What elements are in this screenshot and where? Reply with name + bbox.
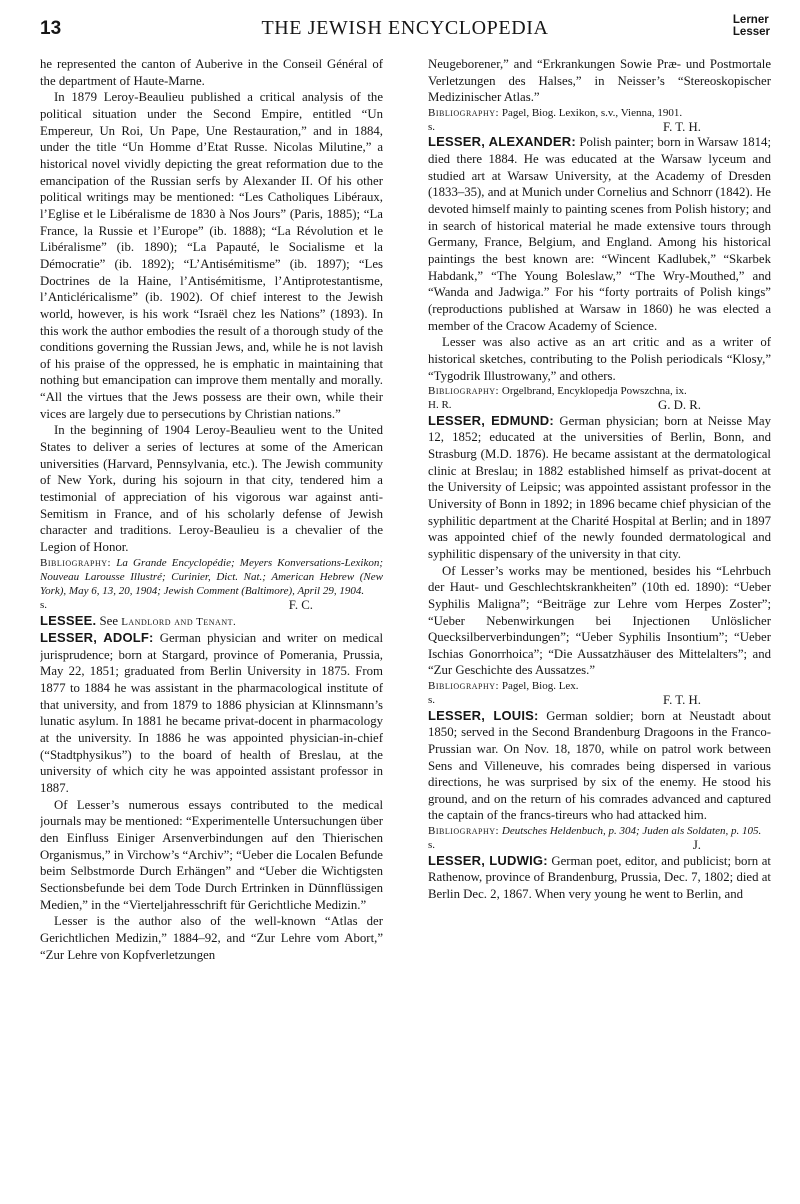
article-paragraph: Of Lesser’s numerous essays contributed to the medical journals may be mentioned: “Experimentelle Untersuchungen über den Einfluss Einiger Arsenverbindungen auf den Thierischen Organismus,” in Virchow’s “Archiv”; “Ueber die Localen Befunde beim Selbstmorde Durch Erhängen” and “Ueber die Wichtigsten Sectionsbefunde bei dem Tode Durch Ertrinken in Dünnflüssigen Medien,” in the “Vierteljahresschrift für Gerichtliche Medizin.” xyxy=(40,797,383,912)
bibliography-text: Pagel, Biog. Lex. xyxy=(501,680,579,693)
entry-text: Polish painter; born in Warsaw 1814; died there 1884. He was educated at the Warsaw lyceum and studied art at Warsaw University, at the Academy of Dresden (1833–35), and at Munich under Cornelius and Schnorr (1842). He devoted himself mainly to painting scenes from Polish history; and in search of historical material he made extensive tours through Germany, France, Belgium, and England. Among his historical paintings the best known are: “Wincent Kadlubek,” “Skarbek Habdank,” “The Young Boleslaw,” “The Wry-Mouthed,” and “Wanda and Jadwiga.” For his “forty portraits of Polish kings” (reproductions published at Warsaw in 1860) he was elected a member of the Cracow Academy of Science. xyxy=(428,135,771,333)
signature xyxy=(428,120,771,134)
bibliography-label: Bibliography: xyxy=(428,680,500,693)
page-header xyxy=(40,14,770,44)
bibliography-text: Pagel, Biog. Lexikon, s.v., Vienna, 1901. xyxy=(501,106,683,119)
entry-text: German poet, editor, and publicist; born at Rathenow, province of Brandenburg, Prussia, Dec. 7, 1802; died at Berlin Dec. 2, 1867. When very young he went to Berlin, and xyxy=(428,853,771,901)
entry-text: German physician; born at Neisse May 12, 1852; educated at the universities of Berlin, Bonn, and Strasburg (M.D. 1876). He became assistant at the dermatological clinic at Breslau; in 1882 established himself as privat-docent at the University of Leipsic; was appointed assistant professor in the University of Bonn in 1892; in 1896 became chief physician of the syphilitic department at the Charité Hospital at Berlin; and in 1897 was appointed chief of the newly founded dermatological and syphilitic dispensary of the university in that city. xyxy=(428,413,771,561)
signature xyxy=(428,693,771,707)
catchwords xyxy=(733,14,770,38)
signature-right: G. D. R. xyxy=(657,398,701,413)
entry-lessee xyxy=(40,613,383,631)
catchword-bottom: Lesser xyxy=(732,26,770,38)
right-column xyxy=(428,56,771,1196)
article-paragraph: Neugeborener,” and “Erkrankungen Sowie Præ- und Postmortale Verletzungen des Halses,” in Neisser’s “Stereoskopischer Medizinischer Atlas.” xyxy=(428,57,771,105)
headword: LESSER, ADOLF: xyxy=(40,630,154,646)
article-paragraph: Of Lesser’s works may be mentioned, besides his “Lehrbuch der Haut- und Geschlechtskrankheiten” (10th ed. 1890): “Ueber Syphilis Maligna”; “Beiträge zur Lehre vom Herpes Zoster”; “Ueber Nebenwirkungen bei Injectionen Unlöslicher Quecksilberverbindungen”; “Ueber Syphilis Insontium”; “Ueber Ischias Gonorrhoica”; “Die Aussatzhäuser des Mittelalters”; and “Zur Geschichte des Aussatzes.” xyxy=(428,563,771,678)
article-paragraph: In 1879 Leroy-Beaulieu published a critical analysis of the political situation under the Second Empire, entitled “Un Empereur, Un Roi, Un Pape, Une Restauration,” and in 1884, under the title “Un Homme d’Etat Russe. Nicolas Milutine,” a historical novel vividly depicting the great reformation due to the emancipation of the Russian serfs by Alexander II. Of his other political writings may be mentioned: “Les Catholiques Libéraux, l’Eglise et le Libéralisme de 1830 à Nos Jours” (Paris, 1885); “La France, la Russie et l’Europe” (ib. 1888); “La Révolution et le Libéralisme” (ib. 1890); “La Papauté, le Socialisme et la Démocratie” (ib. 1892); “L’Antisémitisme” (ib. 1897); “Les Doctrines de la Haine, l’Antisémitisme, l’Antiprotestantisme, l’Anticléricalisme” (ib. 1902). Of chief interest to the Jewish world, however, is his work “Israël chez les Nations” (1893). In this work the author embodies the result of a thorough study of the conditions governing the Russian Jews, and, while he is not lavish of his praise of the oppressed, he is emphatic in maintaining that nothing but emancipation can improve them mentally and morally. “All the virtues that the Jews possess are their own, while their vices are largely due to persecutions by Christian nations.” xyxy=(40,90,383,421)
signature-right: F. C. xyxy=(288,598,313,613)
entry-text: German soldier; born at Neustadt about 1850; served in the Second Brandenburg Dragoons in the Franco-Prussian war. On Nov. 18, 1870, while on patrol work between Sens and Villeneuve, his comrades being dispersed in various directions, he was surprised by six of the enemy. He stood his ground, and on the return of his comrades advanced and captured the captain of the francs-tireurs who had attacked him. xyxy=(428,708,771,823)
headword: LESSEE. xyxy=(40,612,97,628)
signature xyxy=(428,838,771,852)
bibliography xyxy=(40,556,383,599)
signature-left: s. xyxy=(428,121,436,134)
bibliography-label: Bibliography: xyxy=(40,556,112,569)
article-paragraph: he represented the canton of Auberive in the Conseil Général of the department of Haute-Marne. xyxy=(40,57,383,88)
signature-right: F. T. H. xyxy=(663,120,701,135)
article-paragraph: In the beginning of 1904 Leroy-Beaulieu went to the United States to deliver a series of lectures at some of the American universities (Harvard, Pennsylvania, etc.). The Jewish community of New York, during his sojourn in that city, tendered him a testimonial of appreciation of his vigorous war against anti-Semitism in France, and of his scholarly defense of Jewish character and traditions. Leroy-Beaulieu is a chevalier of the Legion of Honor. xyxy=(40,423,383,555)
left-column xyxy=(40,56,383,1196)
headword: LESSER, EDMUND: xyxy=(428,412,554,428)
signature-right: F. T. H. xyxy=(663,693,701,708)
headword: LESSER, LUDWIG: xyxy=(428,852,548,868)
entry-lesser-edmund xyxy=(428,413,771,563)
signature-left: s. xyxy=(428,694,436,707)
article-paragraph: Lesser was also active as an art critic and as a writer of historical sketches, contributing to the Polish periodicals “Klosy,” “Tygodrik Illustrowany,” and others. xyxy=(428,335,771,383)
bibliography xyxy=(428,384,771,398)
bibliography-text: Orgelbrand, Encyklopedja Powszchna, ix. xyxy=(501,385,687,398)
signature-left: H. R. xyxy=(428,399,452,412)
entry-text: German physician and writer on medical jurisprudence; born at Stargard, province of Pomerania, Prussia, May 22, 1851; graduated from Berlin University in 1875. From 1877 to 1884 he was assistant in the pharmacological institute of that university, and from 1879 to 1886 physician at Klinnsmann’s lunatic asylum. In 1881 he became privat-docent in pharmacology at the university. In 1886 he was appointed physician-in-chief (“Stadtphysikus”) to the board of health of Breslau, at the university of which city he was appointed assistant professor in 1887. xyxy=(40,631,383,796)
signature-left: s. xyxy=(40,599,48,612)
entry-lesser-louis xyxy=(428,708,771,825)
headword: LESSER, ALEXANDER: xyxy=(428,134,576,150)
entry-lesser-ludwig xyxy=(428,853,771,903)
headword: LESSER, LOUIS: xyxy=(428,707,539,723)
entry-lesser-adolf xyxy=(40,630,383,797)
bibliography-label: Bibliography: xyxy=(428,825,500,838)
bibliography-label: Bibliography: xyxy=(428,106,500,119)
signature xyxy=(428,398,771,412)
page-number: 13 xyxy=(40,18,62,39)
running-title: THE JEWISH ENCYCLOPEDIA xyxy=(261,17,549,39)
bibliography-label: Bibliography: xyxy=(428,385,500,398)
bibliography-text: La Grande Encyclopédie; Meyers Konversations-Lexikon; Nouveau Larousse Illustré; Curinier, Dict. Nat.; American Hebrew (New York), May 6, 13, 20, 1904; Jewish Comment (Baltimore), April 29, 1904. xyxy=(40,556,383,598)
catchword-top: Lerner xyxy=(732,14,769,26)
bibliography xyxy=(428,106,771,120)
signature-left: s. xyxy=(428,839,436,852)
article-paragraph: Lesser is the author also of the well-known “Atlas der Gerichtlichen Medizin,” 1884–92, and “Zur Lehre vom Abort,” “Zur Lehre von Kopfverletzungen xyxy=(40,914,383,962)
entry-text: See xyxy=(99,613,118,628)
bibliography-text: Deutsches Heldenbuch, p. 304; Juden als Soldaten, p. 105. xyxy=(501,825,762,838)
signature xyxy=(40,598,383,612)
bibliography xyxy=(428,679,771,693)
cross-reference: Landlord and Tenant. xyxy=(121,615,237,628)
entry-lesser-alexander xyxy=(428,134,771,334)
bibliography xyxy=(428,824,771,838)
signature-right: J. xyxy=(692,838,701,853)
